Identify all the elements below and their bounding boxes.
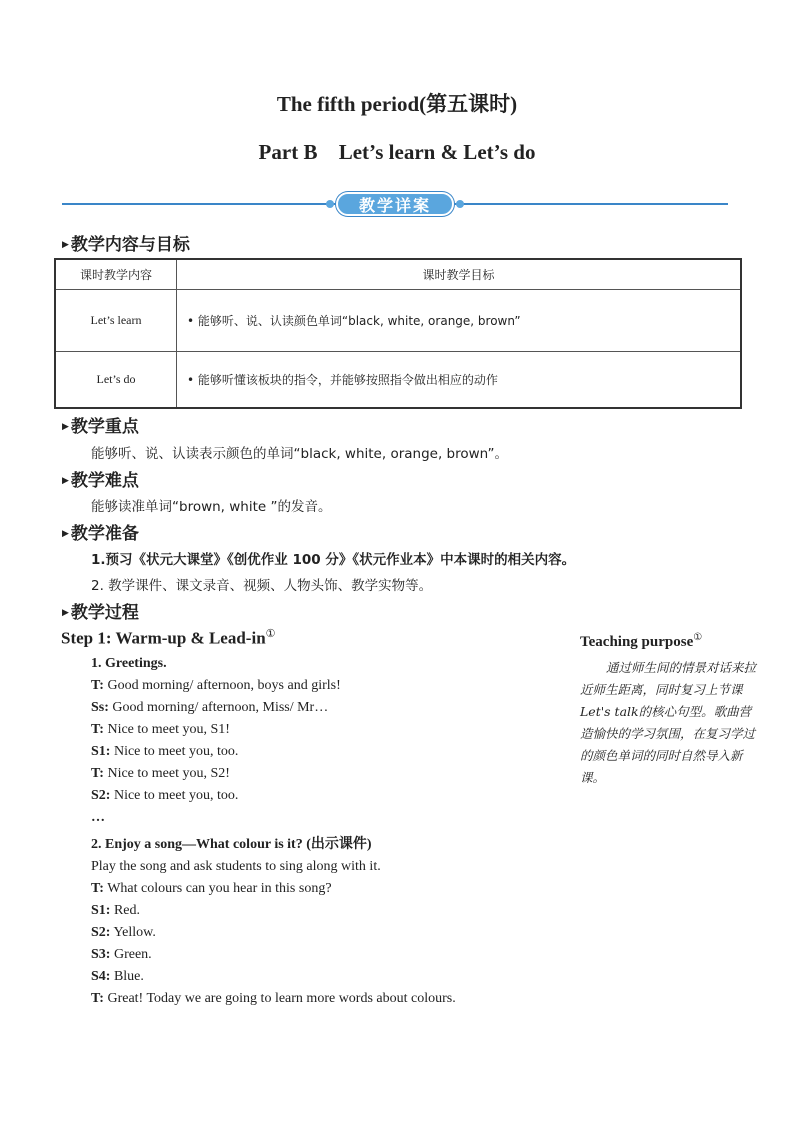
ellipsis: … <box>91 810 105 825</box>
dialog-line: T: Nice to meet you, S1! <box>91 722 230 737</box>
section-banner <box>62 194 728 214</box>
subtitle-topic: Let’s learn & Let’s do <box>338 140 536 164</box>
footnote-marker: ① <box>265 628 276 640</box>
triangle-bullet-icon: ▶ <box>62 422 69 432</box>
table-header-row <box>55 259 741 290</box>
section-heading-preparation: ▶ 教学准备 <box>62 524 139 544</box>
song-block <box>91 834 456 1010</box>
banner-label: 教学详案 <box>358 195 431 215</box>
table-header-content: 课时教学内容 <box>55 259 177 290</box>
table-cell-goal: • 能够听、说、认读颜色单词“black, white, orange, brown” <box>177 290 742 352</box>
table-row <box>55 352 741 409</box>
triangle-bullet-icon: ▶ <box>62 529 69 539</box>
table-cell-content: Let’s do <box>55 352 177 409</box>
dialog-line: S3: Green. <box>91 947 152 962</box>
dialog-line: S1: Nice to meet you, too. <box>91 744 239 759</box>
teaching-purpose-body: 通过师生间的情景对话来拉近师生距离，同时复习上节课Let's talk的核心句型。歌曲营造愉快的学习氛围，在复习学过的颜色单词的同时自然导入新课。 <box>580 660 757 785</box>
dialog-line: Ss: Good morning/ afternoon, Miss/ Mr… <box>91 700 329 715</box>
banner-dot-left <box>326 200 334 208</box>
preparation-item-1: 1.预习《状元大课堂》《创优作业 100 分》《状元作业本》中本课时的相关内容。 <box>91 552 576 568</box>
section-heading-key-points: ▶ 教学重点 <box>62 417 139 437</box>
dialog-line: T: What colours can you hear in this song? <box>91 881 332 896</box>
dialog-line: T: Nice to meet you, S2! <box>91 766 230 781</box>
difficulties-text: 能够读准单词“brown, white ”的发音。 <box>91 499 332 515</box>
teaching-purpose-note <box>580 632 760 789</box>
dialog-line: S2: Yellow. <box>91 925 156 940</box>
section-heading-process: ▶ 教学过程 <box>62 603 139 623</box>
teaching-purpose-heading: Teaching purpose① <box>580 632 703 650</box>
triangle-bullet-icon: ▶ <box>62 476 69 486</box>
dialog-line: S1: Red. <box>91 903 141 918</box>
banner-pill <box>326 194 464 214</box>
table-header-goal: 课时教学目标 <box>177 259 742 290</box>
section-heading-difficulties: ▶ 教学难点 <box>62 471 139 491</box>
key-points-text: 能够听、说、认读表示颜色的单词“black, white, orange, brown”。 <box>91 446 508 462</box>
footnote-marker: ① <box>693 632 703 643</box>
dialog-line: T: Good morning/ afternoon, boys and girls! <box>91 678 341 693</box>
dialog-line: S4: Blue. <box>91 969 144 984</box>
page-subtitle <box>0 140 794 165</box>
dialog-line: T: Great! Today we are going to learn more words about colours. <box>91 991 456 1006</box>
greetings-block <box>91 653 341 829</box>
table-cell-goal: • 能够听懂该板块的指令，并能够按照指令做出相应的动作 <box>177 352 742 409</box>
table-row <box>55 290 741 352</box>
triangle-bullet-icon: ▶ <box>62 608 69 618</box>
page-title: The fifth period(第五课时) <box>276 92 518 116</box>
greetings-title: 1. Greetings. <box>91 656 167 671</box>
table-cell-content: Let’s learn <box>55 290 177 352</box>
subtitle-part: Part B <box>258 140 318 164</box>
preparation-item-2: 2. 教学课件、课文录音、视频、人物头饰、教学实物等。 <box>91 578 433 594</box>
triangle-bullet-icon: ▶ <box>62 240 69 250</box>
dialog-line: S2: Nice to meet you, too. <box>91 788 239 803</box>
objectives-table <box>54 258 742 409</box>
song-intro: Play the song and ask students to sing along with it. <box>91 859 381 874</box>
section-heading-content-goals: ▶ 教学内容与目标 <box>62 235 190 255</box>
step-1-title: Step 1: Warm-up & Lead-in① <box>61 628 276 648</box>
banner-dot-right <box>456 200 464 208</box>
song-title: 2. Enjoy a song—What colour is it? (出示课件) <box>91 837 372 852</box>
